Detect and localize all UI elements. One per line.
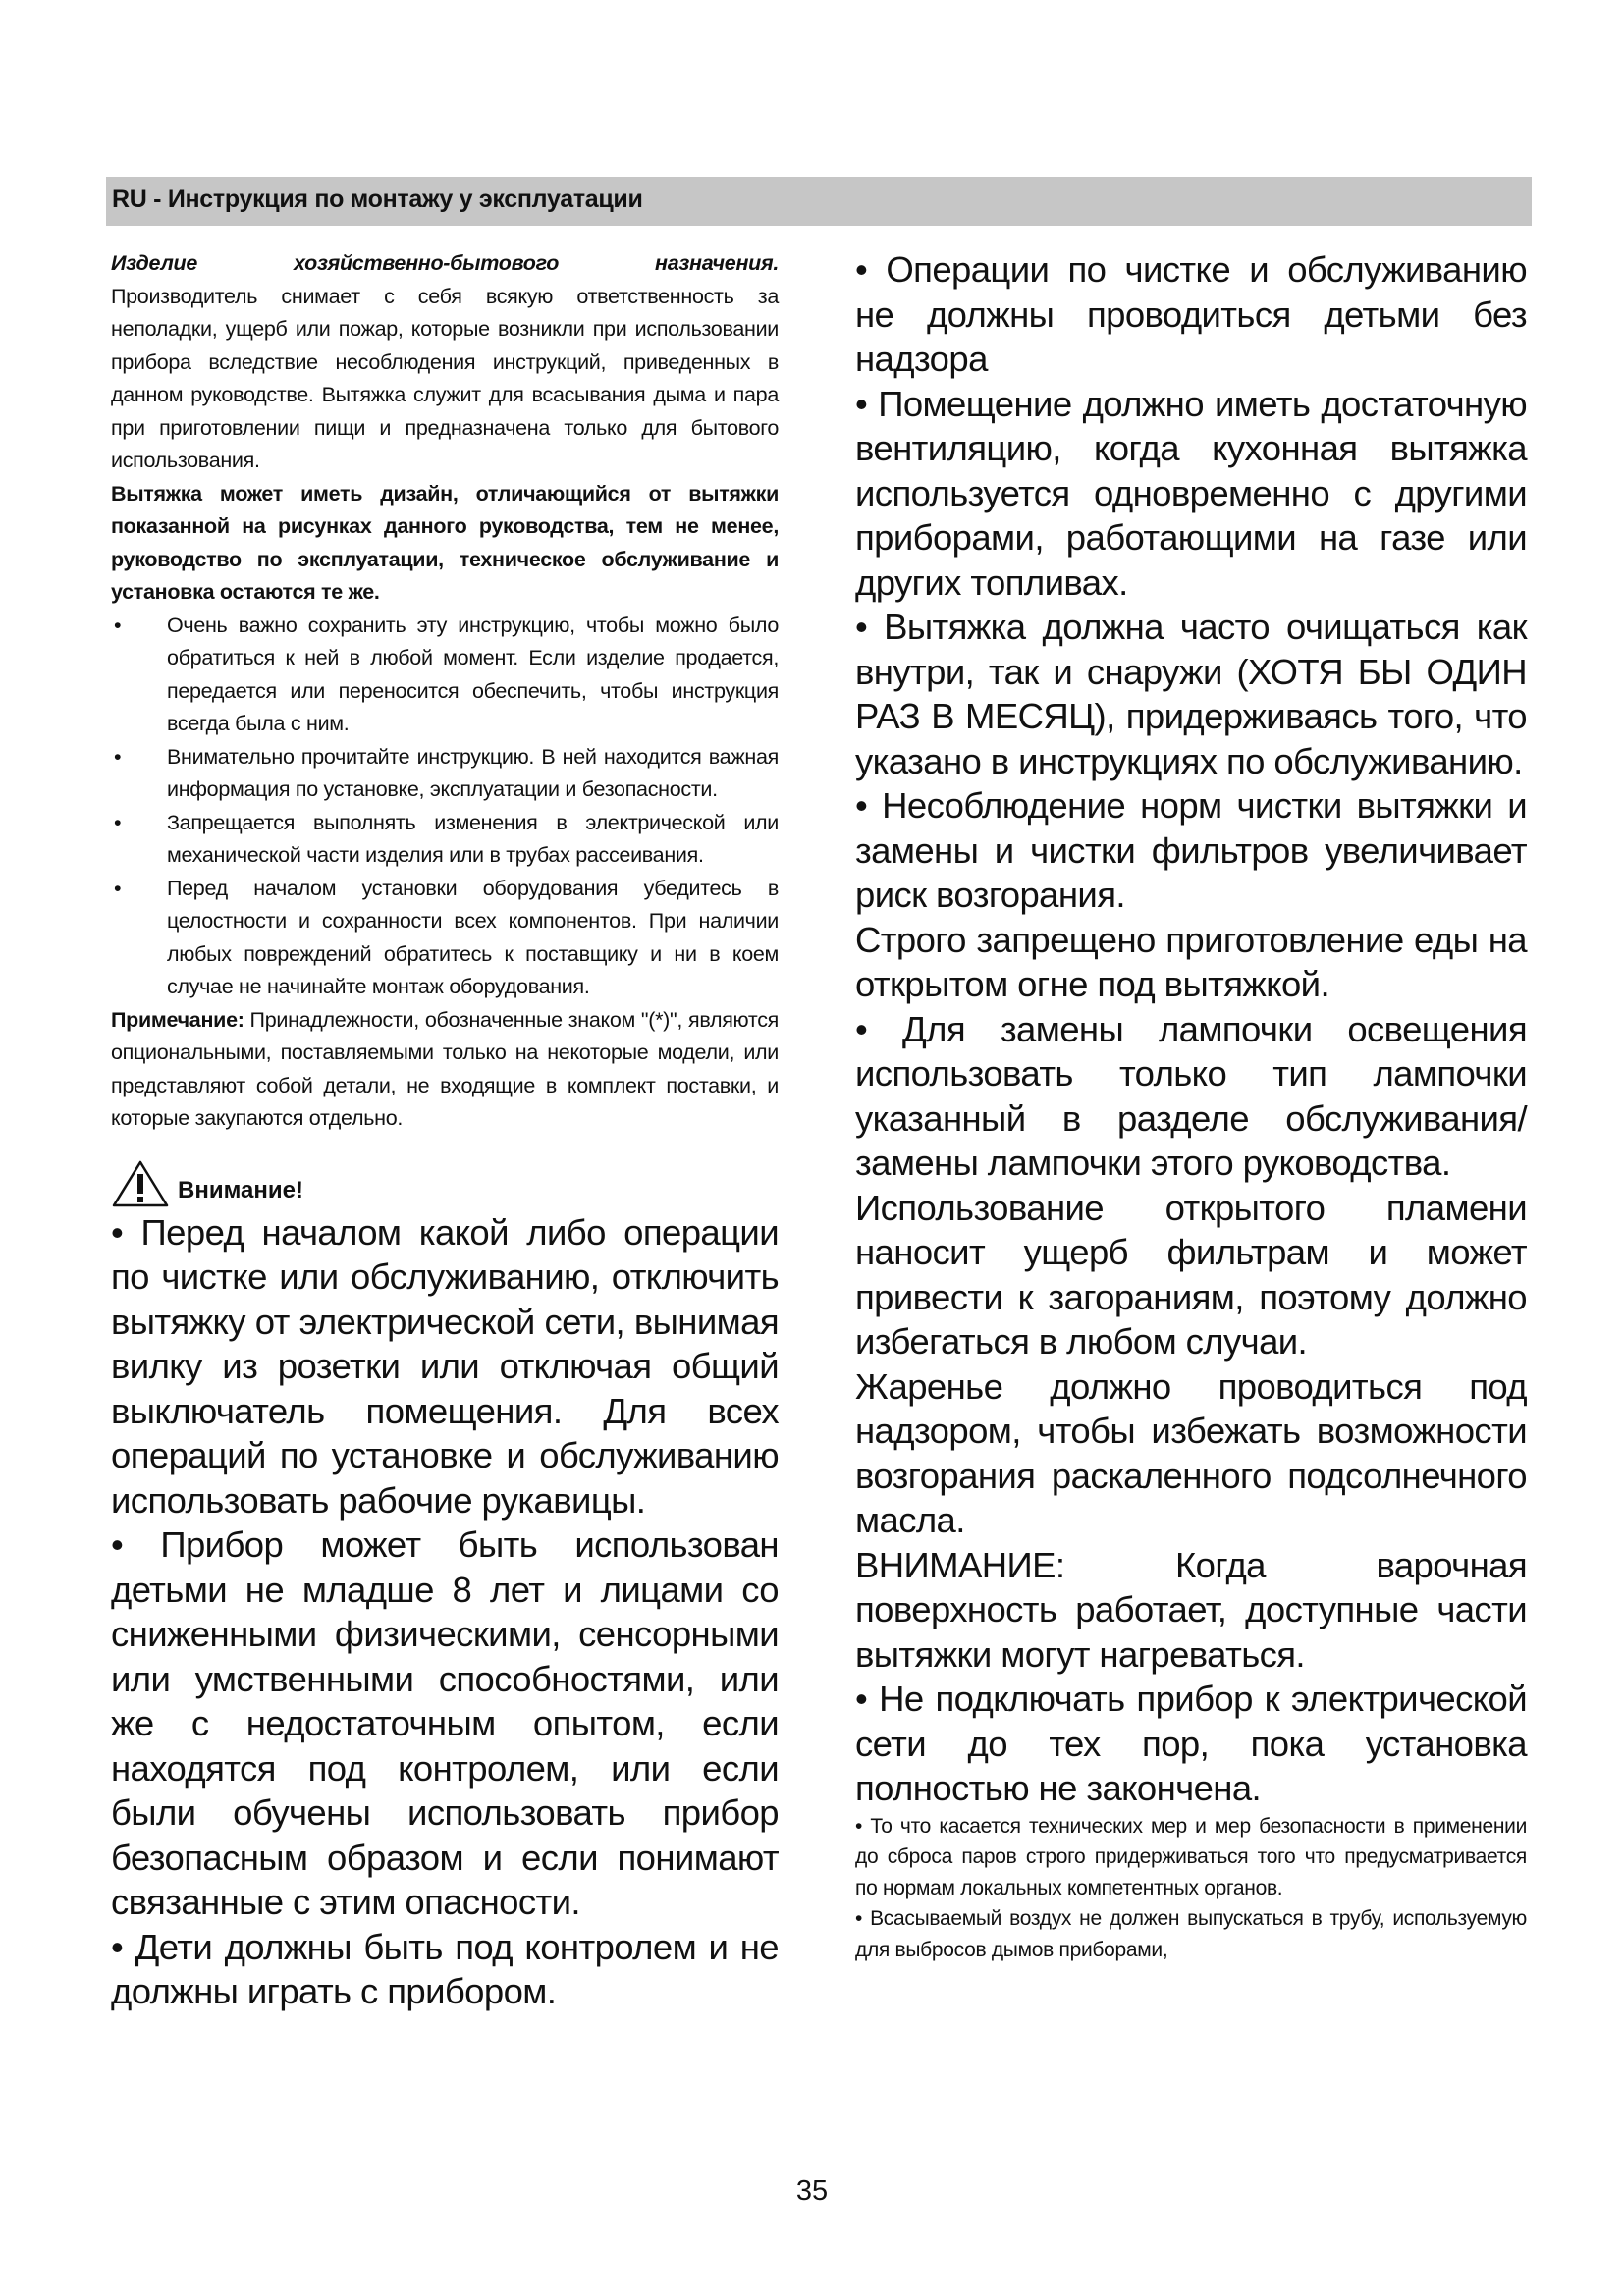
large-paragraph: Использование открытого пламени наносит ущерб фильтрам и может привести к загораниям, поэтому должно избегаться в любом случаи. bbox=[855, 1187, 1527, 1362]
large-paragraph: • Прибор может быть использован детьми не младше 8 лет и лицами со сниженными физическими, сенсорными или умственными способностями, или же с недостаточным опытом, если находятся под контролем, или если были обучены использовать прибор безопасным образом и если понимают связанные с этим опасности. bbox=[111, 1524, 779, 1922]
right-large-text bbox=[855, 247, 1527, 1811]
bullet-text: Запрещается выполнять изменения в электрической или механической части изделия или в трубах рассеивания. bbox=[167, 810, 779, 867]
bullet-text: Перед началом установки оборудования убедитесь в целостности и сохранности всех компонентов. При наличии любых повреждений обратитесь к поставщику и ни в коем случае не начинайте монтаж оборудования. bbox=[167, 876, 779, 998]
large-paragraph: • Несоблюдение норм чистки вытяжки и замены и чистки фильтров увеличивает риск возгорания. bbox=[855, 785, 1527, 915]
right-small-text bbox=[855, 1811, 1527, 1966]
right-column bbox=[855, 247, 1527, 1965]
warning-label: Внимание! bbox=[178, 1176, 303, 1203]
large-paragraph: • Операции по чистке и обслуживанию не должны проводиться детьми без надзора bbox=[855, 249, 1527, 379]
safety-bullet-list bbox=[111, 610, 779, 1004]
left-large-text bbox=[111, 1210, 779, 2014]
large-paragraph: • Дети должны быть под контролем и не должны играть с прибором. bbox=[111, 1926, 779, 2011]
large-paragraph: • Не подключать прибор к электрической сети до тех пор, пока установка полностью не закончена. bbox=[855, 1679, 1527, 1808]
large-paragraph: ВНИМАНИЕ: Когда варочная поверхность работает, доступные части вытяжки могут нагреваться. bbox=[855, 1544, 1527, 1675]
small-paragraph: • Всасываемый воздух не должен выпускаться в трубу, используемую для выбросов дымов приборами, bbox=[855, 1907, 1527, 1961]
bullet-mark: • bbox=[114, 810, 122, 834]
large-paragraph: • Вытяжка должна часто очищаться как внутри, так и снаружи (ХОТЯ БЫ ОДИН РАЗ В МЕСЯЦ), придерживаясь того, что указано в инструкциях по обслуживанию. bbox=[855, 607, 1527, 781]
left-column bbox=[111, 247, 779, 2014]
note-paragraph bbox=[111, 1004, 779, 1136]
bullet-mark: • bbox=[114, 613, 122, 637]
small-paragraph: • То что касается технических мер и мер безопасности в применении до сброса паров строго придерживаться того что предусматривается по нормам локальных компетентных органов. bbox=[855, 1814, 1527, 1899]
bullet-text: Внимательно прочитайте инструкцию. В ней находится важная информация по установке, эксплуатации и безопасности. bbox=[167, 744, 779, 801]
warning-heading bbox=[111, 1159, 779, 1210]
section-title: RU - Инструкция по монтажу у эксплуатации bbox=[112, 186, 643, 213]
warning-triangle-icon bbox=[111, 1159, 170, 1213]
list-item bbox=[111, 807, 779, 873]
large-paragraph: Жаренье должно проводиться под надзором, чтобы избежать возможности возгорания раскаленного подсолнечного масла. bbox=[855, 1365, 1527, 1540]
large-paragraph: Строго запрещено приготовление еды на открытом огне под вытяжкой. bbox=[855, 919, 1527, 1004]
bullet-mark: • bbox=[114, 744, 122, 769]
intro-block bbox=[111, 247, 779, 610]
bullet-text: Очень важно сохранить эту инструкцию, чтобы можно было обратиться к ней в любой момент. Если изделие продается, передается или переносится обеспечить, чтобы инструкция всегда была с ним. bbox=[167, 613, 779, 735]
list-item bbox=[111, 741, 779, 807]
page-number: 35 bbox=[795, 2175, 829, 2207]
large-paragraph: • Помещение должно иметь достаточную вентиляцию, когда кухонная вытяжка используется одновременно с другими приборами, работающими на газе или других топливах. bbox=[855, 383, 1527, 603]
intro-paragraph: Производитель снимает с себя всякую ответственность за неполадки, ущерб или пожар, которые возникли при использовании прибора вследствие несоблюдения инструкций, приведенных в данном руководстве. Вытяжка служит для всасывания дыма и пара при приготовлении пищи и предназначена только для бытового использования. bbox=[111, 284, 779, 472]
note-text: Принадлежности, обозначенные знаком "(*)", являются опциональными, поставляемыми только на некоторые модели, или представляют собой детали, не входящие в комплект поставки, и которые закупаются отдельно. bbox=[111, 1007, 779, 1130]
large-paragraph: • Перед началом какой либо операции по чистке или обслуживанию, отключить вытяжку от электрической сети, вынимая вилку из розетки или отключая общий выключатель помещения. Для всех операций по установке и обслуживанию использовать рабочие рукавицы. bbox=[111, 1211, 779, 1521]
list-item bbox=[111, 610, 779, 741]
design-note: Вытяжка может иметь дизайн, отличающийся от вытяжки показанной на рисунках данного руководства, тем не менее, руководство по эксплуатации, техническое обслуживание и установка остаются те же. bbox=[111, 481, 779, 604]
note-block bbox=[111, 1004, 779, 1136]
section-header-bar bbox=[106, 177, 1532, 226]
list-item bbox=[111, 873, 779, 1004]
bullet-mark: • bbox=[114, 876, 122, 900]
intro-italic-heading: Изделие хозяйственно-бытового назначения. bbox=[111, 251, 779, 275]
note-label: Примечание: bbox=[111, 1007, 244, 1032]
large-paragraph: • Для замены лампочки освещения использовать только тип лампочки указанный в разделе обслуживания/замены лампочки этого руководства. bbox=[855, 1008, 1527, 1183]
